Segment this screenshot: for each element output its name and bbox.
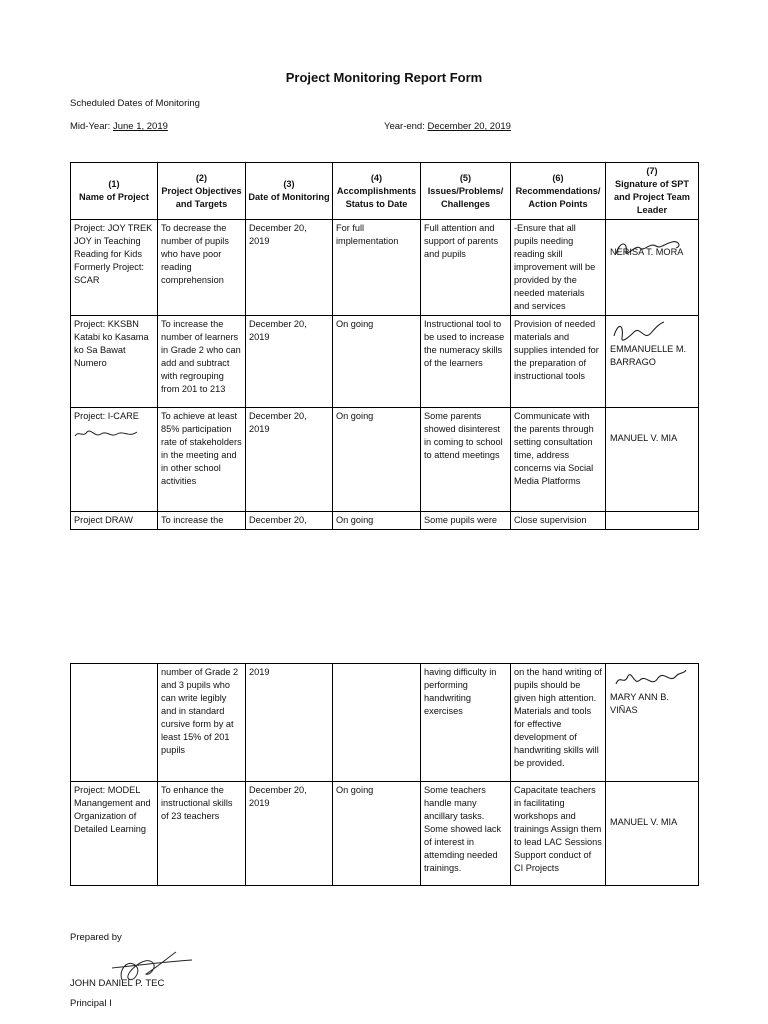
status-cell [333,664,421,782]
header-recommendations: (6) Recommendations/ Action Points [511,163,606,220]
header-signature: (7) Signature of SPT and Project Team Leader [606,163,699,220]
midyear-date: June 1, 2019 [112,121,168,132]
table-row [71,782,699,886]
issues-cell: Some pupils were [421,512,511,530]
issues-cell: Instructional tool to be used to increase the numeracy skills of the learners [421,316,511,408]
objective-cell: To achieve at least 85% participation rate of stakeholders in the meeting and in other school activities [158,408,246,512]
header-date-of-monitoring: (3) Date of Monitoring [246,163,333,220]
recommendations-cell: Provision of needed materials and supplies intended for the preparation of instructional tools [511,316,606,408]
monitoring-table-page2 [70,663,699,886]
monitoring-table-page1 [70,162,699,530]
issues-cell: Full attention and support of parents and pupils [421,220,511,316]
recommendations-cell: Close supervision [511,512,606,530]
status-cell: On going [333,316,421,408]
date-cell: December 20, 2019 [246,316,333,408]
project-name-cell: Project DRAW [71,512,158,530]
prepared-by-label: Prepared by [70,932,122,943]
scheduled-dates-label: Scheduled Dates of Monitoring [70,98,200,109]
objective-cell: To decrease the number of pupils who have poor reading comprehension [158,220,246,316]
date-cell: December 20, 2019 [246,408,333,512]
midyear-label: Mid-Year: [70,121,113,132]
handwritten-signature [612,666,690,692]
project-name-cell [71,408,158,512]
recommendations-cell: on the hand writing of pupils should be given high attention. Materials and tools for effective development of handwriting skills will be provided. [511,664,606,782]
project-name-cell [71,664,158,782]
project-name-cell: Project: JOY TREK JOY in Teaching Reading for Kids Formerly Project: SCAR [71,220,158,316]
issues-cell: Some teachers handle many ancillary tasks. Some showed lack of interest in attemding needed trainings. [421,782,511,886]
yearend-label: Year-end: [384,121,428,132]
principal-position: Principal I [70,998,112,1009]
signature-cell [606,782,699,886]
header-accomplishments: (4) Accomplishments Status to Date [333,163,421,220]
objective-cell: To increase the [158,512,246,530]
signatory-name: MANUEL V. MIA [610,433,678,443]
midyear-line [70,121,168,132]
project-name-text: Project: I-CARE [74,411,139,421]
issues-cell: Some parents showed disinterest in coming to school to attend meetings [421,408,511,512]
date-cell: December 20, 2019 [246,782,333,886]
date-cell: December 20, 2019 [246,220,333,316]
header-objectives: (2) Project Objectives and Targets [158,163,246,220]
issues-cell: having difficulty in performing handwriting exercises [421,664,511,782]
status-cell: On going [333,512,421,530]
status-cell: On going [333,782,421,886]
date-cell: 2019 [246,664,333,782]
status-cell: On going [333,408,421,512]
objective-cell: number of Grade 2 and 3 pupils who can write legibly and in standard cursive form by at least 15% of 201 pupils [158,664,246,782]
handwritten-initials [73,424,143,442]
signature-cell [606,408,699,512]
project-name-cell: Project: KKSBN Katabi ko Kasama ko Sa Bawat Numero [71,316,158,408]
signature-cell [606,220,699,316]
signature-cell [606,664,699,782]
header-issues: (5) Issues/Problems/ Challenges [421,163,511,220]
table-row [71,664,699,782]
principal-name: JOHN DANIEL P. TEC [70,978,165,989]
table-row [71,408,699,512]
recommendations-cell: Capacitate teachers in facilitating workshops and trainings Assign them to lead LAC Sessions Support conduct of CI Projects [511,782,606,886]
project-name-cell: Project: MODEL Manangement and Organization of Detailed Learning [71,782,158,886]
signature-cell [606,512,699,530]
table-row [71,512,699,530]
form-title: Project Monitoring Report Form [285,70,483,85]
date-cell: December 20, [246,512,333,530]
signatory-name: MARY ANN B. VIÑAS [610,692,669,715]
signatory-name: NERISA T. MORA [610,247,684,257]
status-cell: For full implementation [333,220,421,316]
yearend-line [384,121,511,132]
signature-cell [606,316,699,408]
objective-cell: To enhance the instructional skills of 23 teachers [158,782,246,886]
recommendations-cell: Communicate with the parents through setting consultation time, address concerns via Social Media Platforms [511,408,606,512]
header-name-of-project: (1) Name of Project [71,163,158,220]
signatory-name: EMMANUELLE M. BARRAGO [610,344,687,367]
table-row [71,220,699,316]
table-header-row [71,163,699,220]
recommendations-cell: -Ensure that all pupils needing reading skill improvement will be provided by the needed materials and services [511,220,606,316]
signatory-name: MANUEL V. MIA [610,817,678,827]
objective-cell: To increase the number of learners in Grade 2 who can add and subtract with regrouping from 201 to 213 [158,316,246,408]
yearend-date: December 20, 2019 [427,121,511,132]
table-row [71,316,699,408]
